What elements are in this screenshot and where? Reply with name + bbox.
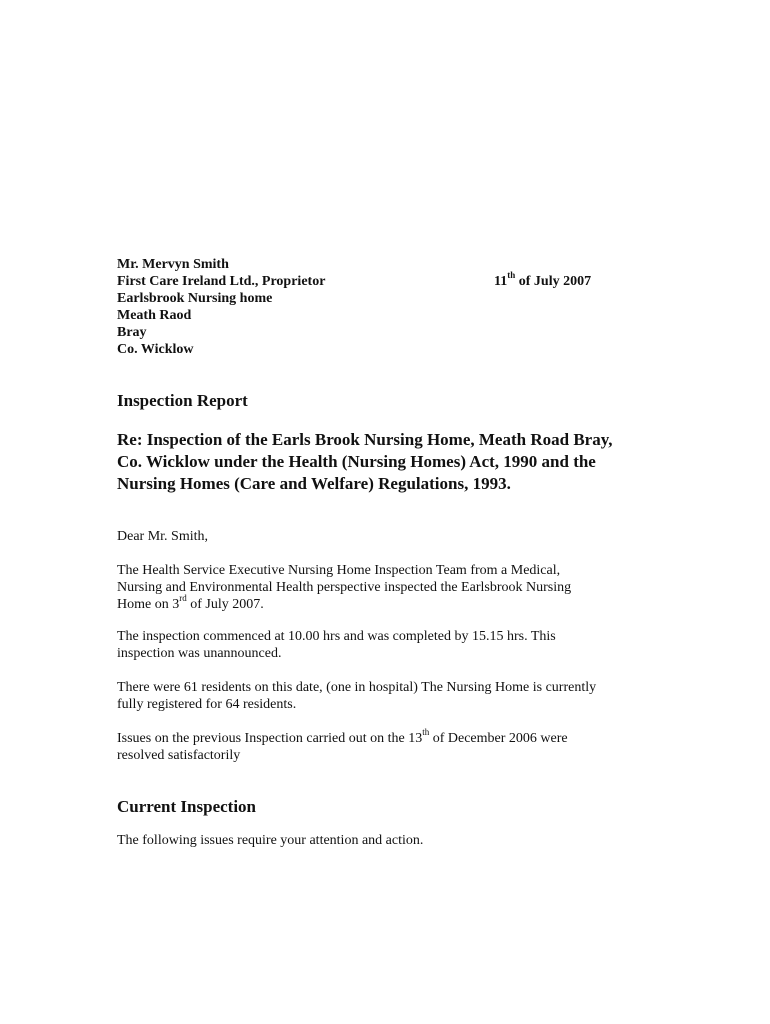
paragraph-line: Nursing and Environmental Health perspective inspected the Earlsbrook Nursing: [117, 580, 572, 595]
date-day: 11: [494, 274, 508, 289]
current-inspection-text: The following issues require your attention and action.: [117, 833, 424, 848]
recipient-name: Mr. Mervyn Smith: [117, 257, 229, 272]
report-title: Inspection Report: [117, 391, 248, 410]
recipient-town: Bray: [117, 325, 147, 340]
paragraph-line: [117, 593, 571, 613]
recipient-county: Co. Wicklow: [117, 342, 194, 357]
paragraph-line: resolved satisfactorily: [117, 748, 241, 763]
text-run: of July 2007.: [186, 597, 264, 612]
text-run: Issues on the previous Inspection carried out on the 13: [117, 731, 423, 746]
subject-line-2: Co. Wicklow under the Health (Nursing Homes) Act, 1990 and the: [117, 452, 596, 471]
subject-heading: [117, 429, 657, 495]
date-suffix: th: [507, 270, 516, 281]
recipient-home: Earlsbrook Nursing home: [117, 291, 273, 306]
paragraph-line: The Health Service Executive Nursing Home Inspection Team from a Medical,: [117, 563, 561, 578]
recipient-street: Meath Raod: [117, 308, 192, 323]
subject-line-3: Nursing Homes (Care and Welfare) Regulations, 1993.: [117, 474, 511, 493]
paragraph-previous-issues: [117, 727, 568, 764]
ordinal-suffix: th: [422, 727, 430, 738]
ordinal-suffix: rd: [179, 593, 187, 604]
recipient-address: [117, 256, 325, 358]
paragraph-residents: [117, 679, 596, 713]
current-inspection-heading: Current Inspection: [117, 797, 256, 816]
paragraph-line: [117, 727, 568, 747]
recipient-company: First Care Ireland Ltd., Proprietor: [117, 274, 326, 289]
paragraph-line: fully registered for 64 residents.: [117, 697, 297, 712]
paragraph-line: There were 61 residents on this date, (one in hospital) The Nursing Home is currently: [117, 680, 597, 695]
text-run: Home on 3: [117, 597, 180, 612]
paragraph-inspection-times: [117, 628, 556, 662]
text-run: of December 2006 were: [429, 731, 568, 746]
paragraph-inspection-team: [117, 562, 571, 613]
paragraph-line: inspection was unannounced.: [117, 646, 282, 661]
date-rest: of July 2007: [515, 274, 592, 289]
salutation: Dear Mr. Smith,: [117, 529, 208, 544]
paragraph-line: The inspection commenced at 10.00 hrs and was completed by 15.15 hrs. This: [117, 629, 556, 644]
subject-line-1: Re: Inspection of the Earls Brook Nursing Home, Meath Road Bray,: [117, 430, 613, 449]
letter-date: [494, 270, 592, 290]
